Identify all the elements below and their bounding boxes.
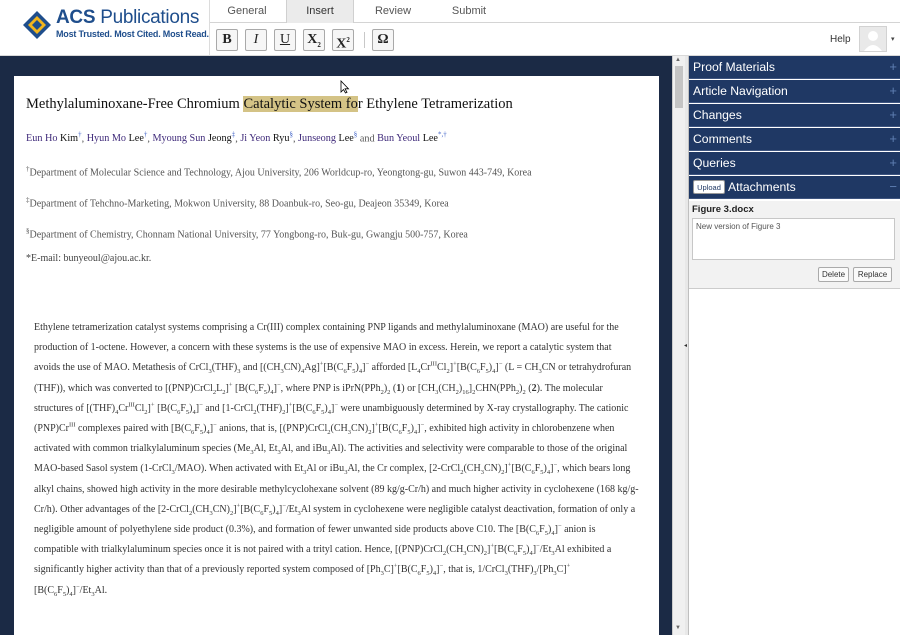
scrollbar-thumb[interactable]	[675, 66, 683, 108]
side-panel	[688, 56, 900, 635]
corresponding-email[interactable]: *E-mail: bunyeoul@ajou.ac.kr.	[26, 253, 152, 264]
ribbon-tabs	[210, 0, 900, 23]
affiliation[interactable]: †Department of Molecular Science and Technology, Ajou University, 206 Worldcup-ro, Yeongtong-gu, Suwon 443-749, Korea	[26, 165, 532, 179]
author: Bun Yeoul Lee*,†	[377, 131, 447, 145]
tab-submit[interactable]: Submit	[451, 5, 487, 17]
user-avatar[interactable]	[859, 26, 887, 52]
superscript-button[interactable]: $X^2$	[332, 29, 354, 51]
account-menu-caret-icon[interactable]: ▾	[891, 36, 895, 43]
expand-icon: +	[889, 59, 897, 74]
brand-tagline: Most Trusted. Most Cited. Most Read.	[56, 29, 209, 39]
section-comments[interactable]: Comments +	[689, 128, 900, 151]
attachment-file-name[interactable]: Figure 3.docx	[692, 204, 754, 215]
toolbar-divider	[364, 32, 365, 48]
italic-button[interactable]: I	[245, 29, 267, 51]
tab-review[interactable]: Review	[374, 5, 412, 17]
expand-icon: +	[889, 83, 897, 98]
bold-button[interactable]: B	[216, 29, 238, 51]
user-silhouette-icon	[860, 27, 886, 51]
author: Ji Yeon Ryu§	[240, 131, 293, 145]
document-page[interactable]	[14, 76, 659, 635]
author: Junseong Lee§	[298, 131, 358, 145]
section-attachments[interactable]: Upload Attachments −	[689, 176, 900, 199]
section-proof-materials[interactable]: Proof Materials +	[689, 56, 900, 79]
author: Myoung Sun Jeong‡	[152, 131, 236, 145]
expand-icon: +	[889, 131, 897, 146]
subscript-button[interactable]: $X_2$	[303, 29, 325, 51]
article-title[interactable]: Methylaluminoxane-Free Chromium Catalytic System for Ethylene Tetramerization	[26, 96, 513, 112]
brand-name: ACS Publications	[56, 7, 200, 28]
expand-icon: +	[889, 155, 897, 170]
abstract[interactable]: Ethylene tetramerization catalyst systems comprising a Cr(III) complex containing PNP ligands and methylaluminoxane (MAO) are useful for the production of 1-octene. However, a concern with these systems is the use of expensive MAO in excess. Herein, we report a catalytic system that avoids the use of MAO. Metathesis of $CrCl_3(THF)_3$ and $[(CH_3CN)_4Ag]^+[B(C_6F_5)_4]^-$ afforded $[L_4Cr^{III}Cl_2]^+[B(C_6F_5)_4]^-$ ($L = CH_3CN$ or tetrahydrofuran (THF)), which was converted to $[(PNP)CrCl_2L_2]^+$ $[B(C_6F_5)_4]^-$, where PNP is $iPrN(PPh_2)_2$ (1) or $[CH_3(CH_2)_{16}]_2CHN(PPh_2)_2$ (2). The molecular structures of $[(THF)_4Cr^{III}Cl_2]^+$ $[B(C_6F_5)_4]^-$ and $[1-CrCl_2(THF)_2]^+[B(C_6F_5)_4]^-$ were unambiguously determined by X-ray crystallography. The cationic $(PNP)Cr^{III}$ complexes paired with $[B(C_6F_5)_4]^-$ anions, that is, $[(PNP)CrCl_2(CH_3CN)_2]^+[B(C_6F_5)_4]^-$, exhibited high activity in chlorobenzene when activated with common trialkylaluminum species ($Me_3Al$, $Et_3Al$, and iBu$_3$Al). The activities and selectivity were comparable to those of the original MAO-based Sasol system (1-CrCl$_3$/MAO). When activated with $Et_3Al$ or iBu$_3$Al, the Cr complex, $[2-CrCl_2(CH_3CN)_2]^+[B(C_6F_5)_4]^-$, which bears long alkyl chains, showed high activity in the more desirable methylcyclohexane solvent (89 kg/g-Cr/h) and much higher activity in cyclohexene (168 kg/g-Cr/h). Other advantages of the $[2-CrCl_2(CH_3CN)_2]^+[B(C_6F_5)_4]^-/Et_3Al$ system in cyclohexene were negligible catalyst deactivation, formation of only a negligible amount of polyethylene side product (0.3%), and formation of fewer unwanted side products above C10. The $[B(C_6F_5)_4]^-$ anion is compatible with trialkylaluminum species once it is not paired with a trityl cation. Hence, $[(PNP)CrCl_2(CH_3CN)_2]^+[B(C_6F_5)_4]^-/Et_3Al$ exhibited a significantly higher activity than that of a previously reported system composed of $[Ph_3C]^+[B(C_6F_5)_4]^-$, that is, $1/CrCl_3(THF)_3/[Ph_3C]^+[B(C_6F_5)_4]^-/Et_3Al$.	[34, 322, 639, 598]
section-article-navigation[interactable]: Article Navigation +	[689, 80, 900, 103]
document-viewport	[0, 56, 672, 635]
attachment-item	[689, 201, 900, 289]
collapse-panel-arrow-icon[interactable]: ◂	[684, 343, 688, 349]
affiliation[interactable]: ‡Department of Tehchno-Marketing, Mokwon University, 88 Doanbuk-ro, Seo-gu, Deajeon 35349, Korea	[26, 196, 449, 210]
tab-general[interactable]: General	[227, 5, 267, 17]
acs-logo-icon	[22, 10, 52, 40]
collapse-icon: −	[889, 179, 897, 194]
help-link[interactable]: Help	[830, 34, 851, 45]
author: Hyun Mo Lee†	[86, 131, 148, 145]
scroll-up-arrow-icon[interactable]: ▲	[675, 57, 681, 63]
author: Eun Ho Kim†	[26, 131, 82, 145]
section-changes[interactable]: Changes +	[689, 104, 900, 127]
delete-attachment-button[interactable]: Delete	[818, 267, 849, 282]
app-header	[0, 0, 900, 56]
attachment-note-field[interactable]: New version of Figure 3	[692, 218, 895, 260]
acs-logo[interactable]	[22, 7, 207, 47]
expand-icon: +	[889, 107, 897, 122]
formatting-toolbar	[210, 24, 900, 55]
section-queries[interactable]: Queries +	[689, 152, 900, 175]
tab-insert[interactable]: Insert	[286, 0, 354, 23]
replace-attachment-button[interactable]: Replace	[853, 267, 892, 282]
underline-button[interactable]: U	[274, 29, 296, 51]
affiliation[interactable]: §Department of Chemistry, Chonnam National University, 77 Yongbong-ro, Buk-gu, Gwangju 500-757, Korea	[26, 227, 468, 241]
upload-button[interactable]: Upload	[693, 180, 725, 194]
scroll-down-arrow-icon[interactable]: ▼	[675, 625, 681, 631]
mouse-pointer-icon	[340, 80, 350, 94]
special-character-button[interactable]: Ω	[372, 29, 394, 51]
highlighted-text: Catalytic System fo	[243, 96, 358, 112]
author-list[interactable]: Eun Ho Kim†, Hyun Mo Lee†, Myoung Sun Jeong‡, Ji Yeon Ryu§, Junseong Lee§ and Bun Yeoul Lee*,†	[26, 131, 447, 145]
